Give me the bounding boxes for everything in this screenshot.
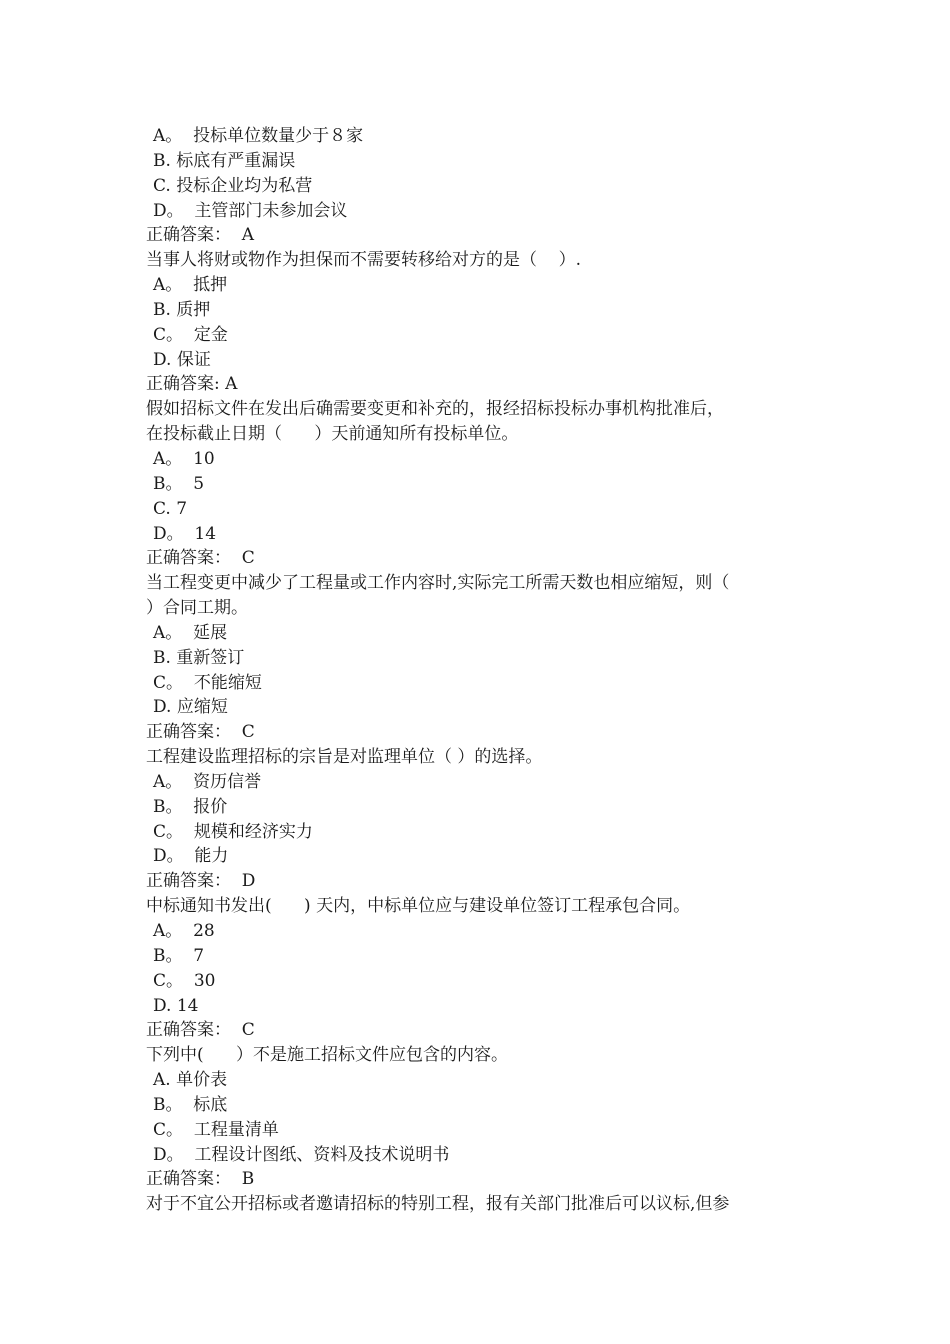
answer-option: B. 标底有严重漏误 [153,150,296,171]
answer-option: D。 能力 [153,846,229,867]
answer-option: C。 不能缩短 [153,672,262,693]
question-text: 假如招标文件在发出后确需要变更和补充的，报经招标投标办事机构批准后， [146,399,724,420]
correct-answer-line: 正确答案： C [146,548,255,569]
correct-answer-line: 正确答案： A [146,225,255,246]
answer-option: C。 工程量清单 [153,1119,279,1140]
answer-option: A。 投标单位数量少于８家 [153,126,364,146]
question-text: 对于不宜公开招标或者邀请招标的特别工程，报有关部门批准后可以议标,但参 [146,1194,730,1215]
question-text: 中标通知书发出( ) 天内，中标单位应与建设单位签订工程承包合同。 [146,896,691,917]
answer-option: A。 资历信誉 [153,771,262,792]
answer-option: B. 质押 [153,299,211,320]
answer-option: C。 30 [153,970,216,991]
correct-answer-line: 正确答案： C [146,1020,255,1041]
question-text: 工程建设监理招标的宗旨是对监理单位（ ）的选择。 [146,747,543,768]
answer-option: A。 28 [153,921,215,941]
question-text: 在投标截止日期（ ）天前通知所有投标单位。 [146,424,519,445]
question-text: 当工程变更中减少了工程量或工作内容时,实际完工所需天数也相应缩短，则（ [146,573,730,594]
answer-option: C. 投标企业均为私营 [153,175,313,196]
correct-answer-line: 正确答案： C [146,722,255,743]
answer-option: A。 10 [153,448,215,469]
answer-option: C. 7 [153,498,188,519]
answer-option: B。 报价 [153,796,228,817]
answer-option: A. 单价表 [153,1070,228,1091]
answer-option: B. 重新签订 [153,647,245,668]
question-text: ）合同工期。 [146,598,248,619]
correct-answer-line: 正确答案: A [146,374,238,395]
answer-option: D。 主管部门未参加会议 [153,200,348,221]
correct-answer-line: 正确答案： B [146,1169,255,1190]
answer-option: B。 7 [153,945,205,966]
answer-option: C。 规模和经济实力 [153,821,313,842]
answer-option: A。 抵押 [153,275,228,296]
answer-option: B。 标底 [153,1094,228,1115]
answer-option: B。 5 [153,473,205,494]
answer-option: C。 定金 [153,324,228,345]
correct-answer-line: 正确答案： D [146,871,256,892]
answer-option: D. 应缩短 [153,697,228,718]
answer-option: A。 延展 [153,622,228,643]
answer-option: D. 14 [153,995,199,1016]
question-text: 当事人将财或物作为担保而不需要转移给对方的是（ ）. [146,250,582,271]
question-text: 下列中( ）不是施工招标文件应包含的内容。 [146,1045,509,1066]
document-body [146,124,816,1217]
answer-option: D。 14 [153,523,217,544]
answer-option: D。 工程设计图纸、资料及技术说明书 [153,1144,450,1165]
answer-option: D. 保证 [153,349,211,370]
